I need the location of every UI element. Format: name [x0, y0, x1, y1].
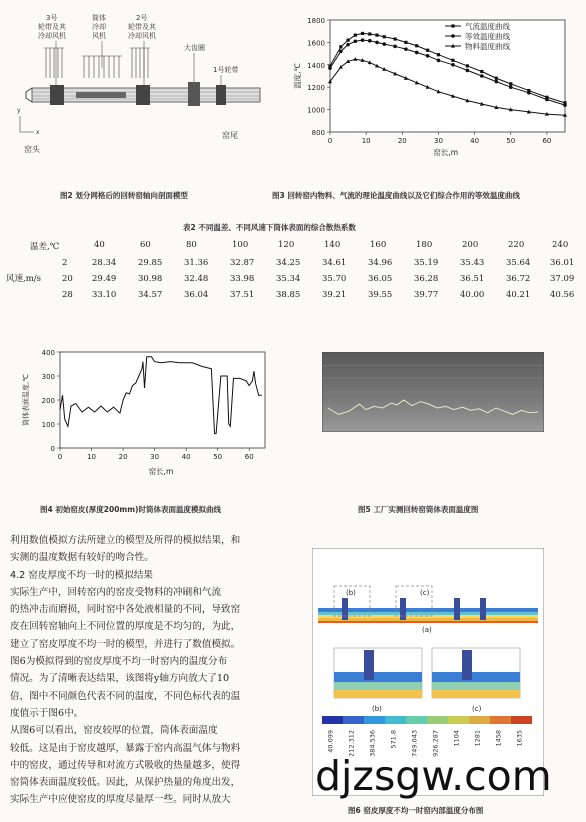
y-tick-label: 1000 — [307, 106, 325, 115]
y-tick-label: 300 — [41, 373, 55, 381]
x-axis-label: 窑长,m — [148, 467, 174, 476]
data-point — [426, 54, 430, 58]
body-line: 中的窑皮，通过传导和对流方式吸收的热量越多，使得 — [10, 759, 241, 771]
body-line: 倍，图中不同颜色代表不同的温度，不同色标代表的温 — [10, 690, 241, 702]
data-point — [466, 69, 470, 73]
label-b: (b) — [346, 589, 356, 597]
plot-area — [330, 20, 565, 132]
x-tick-label: 60 — [244, 453, 254, 461]
kiln-hot — [318, 621, 538, 623]
colorbar-label: 212.312 — [347, 730, 356, 757]
table-cell: 34.61 — [322, 258, 347, 268]
header-temp-diff: 温差,℃ — [30, 242, 60, 252]
table-cell: 36.51 — [460, 274, 485, 284]
table2-title: 表2 不同温差、不同风速下筒体表面的综合散热系数 — [183, 223, 356, 232]
table-cell: 35.64 — [506, 258, 531, 268]
x-tick-label: 60 — [542, 137, 552, 145]
x-tick-label: 30 — [434, 137, 443, 145]
table-cell: 35.70 — [322, 274, 347, 284]
body-line: 情况。为了清晰表达结果，该图将y轴方向放大了10 — [10, 673, 230, 685]
table-cell: 34.57 — [138, 290, 163, 300]
data-point — [368, 39, 372, 43]
kiln-section-diagram — [16, 8, 266, 173]
table-cell: 40.56 — [550, 290, 575, 300]
watermark: djzsgw.com — [315, 752, 552, 800]
kiln-mid — [318, 612, 538, 615]
colorbar-label: 749.043 — [410, 730, 419, 757]
support-2 — [454, 598, 460, 620]
table-cell: 28.34 — [92, 258, 117, 268]
zoom-panel-c-support — [462, 650, 472, 680]
colorbar-label: 926.287 — [431, 730, 440, 757]
x-tick-label: 50 — [213, 453, 223, 461]
table-cell: 29.49 — [92, 274, 117, 284]
col-header-220: 220 — [508, 240, 525, 250]
table-cell: 39.21 — [322, 290, 347, 300]
colorbar-swatch — [385, 716, 406, 724]
colorbar-swatch — [343, 716, 364, 724]
x-tick-label: 0 — [327, 137, 333, 145]
data-point — [346, 39, 349, 42]
zoom-panel-c-layer1 — [432, 672, 520, 682]
table-cell: 37.09 — [550, 274, 575, 284]
data-point — [354, 34, 357, 37]
y-tick-label: 1600 — [307, 39, 325, 48]
col-header-140: 140 — [324, 240, 341, 250]
data-point — [346, 43, 350, 47]
colorbar-swatch — [364, 716, 385, 724]
header-wind-speed: 风速,m/s — [6, 274, 41, 284]
legend-label: 物料温度曲线 — [465, 42, 510, 51]
colorbar-label: 1635 — [515, 730, 524, 747]
y-tick-label: 400 — [41, 349, 55, 357]
section-heading: 4.2 窑皮厚度不均一时的模拟结果 — [10, 569, 154, 581]
label-no3: 3号 — [46, 14, 58, 22]
body-line: 度值示于图6中。 — [10, 707, 84, 719]
speed-cell: 2 — [62, 258, 68, 268]
support-0 — [342, 598, 348, 620]
label-cyl1: 筒体 — [92, 14, 106, 22]
table-cell: 35.19 — [414, 258, 439, 268]
data-point — [415, 44, 418, 47]
colorbar-swatch — [490, 716, 511, 724]
y-tick-label: 1800 — [307, 17, 325, 25]
caption-fig6: 图6 窑皮厚度不均一时窑内部温度分布图 — [348, 806, 484, 815]
table-cell: 36.01 — [550, 258, 575, 268]
x-axis-label: 窑长,m — [433, 148, 459, 157]
y-tick-label: 0 — [50, 445, 55, 453]
x-tick-label: 10 — [87, 453, 96, 461]
col-header-120: 120 — [278, 240, 295, 250]
speed-cell: 20 — [62, 274, 73, 284]
label-c: (c) — [420, 589, 430, 597]
data-point — [375, 41, 379, 45]
caption-fig2: 图2 划分网格后的回转窑轴向剖面模型 — [60, 191, 188, 200]
x-tick-label: 10 — [361, 137, 371, 145]
col-header-100: 100 — [232, 240, 249, 250]
figure-5 — [322, 352, 544, 432]
data-point — [480, 70, 483, 73]
table-cell: 30.98 — [138, 274, 163, 284]
axis-y-label: y — [17, 107, 21, 114]
body-line: 从图6可以看出，窑皮较厚的位置，筒体表面温度 — [10, 725, 218, 737]
figure-2 — [16, 8, 266, 173]
colorbar-swatch — [448, 716, 469, 724]
data-point — [382, 42, 386, 46]
label-wheel2a: 轮带及其 — [128, 23, 156, 31]
zoom-panel-c-layer3 — [432, 690, 520, 698]
y-axis-label: 筒体表面温度,℃ — [22, 373, 30, 427]
label-kiln-tail: 窑尾 — [222, 131, 238, 140]
surface-temperature-chart — [12, 330, 282, 490]
zoom-panel-b-layer1 — [334, 672, 422, 682]
y-tick-label: 800 — [311, 129, 325, 137]
table-cell: 35.34 — [276, 274, 301, 284]
label-cyl3: 风机 — [92, 32, 106, 40]
x-tick-label: 30 — [150, 453, 160, 461]
body-line: 窑筒体表面温度较低。因此，从保护热量的角度出发， — [10, 777, 241, 789]
col-header-80: 80 — [186, 240, 197, 250]
label-no2: 2号 — [136, 14, 148, 22]
label-a: (a) — [422, 626, 432, 634]
col-header-240: 240 — [552, 240, 569, 250]
y-tick-label: 200 — [41, 397, 55, 405]
body-line: 皮在回转窑轴向上不同位置的厚度是不均匀的，为此， — [10, 621, 241, 633]
infrared-measurement-chart — [322, 352, 544, 432]
table-cell: 32.87 — [230, 258, 255, 268]
x-tick-label: 0 — [57, 453, 63, 461]
table-2 — [0, 240, 586, 310]
colorbar-label: 384.536 — [368, 730, 377, 757]
data-point — [354, 39, 358, 43]
data-point — [361, 32, 364, 35]
label-c2: (c) — [472, 705, 482, 713]
x-tick-label: 50 — [506, 137, 516, 145]
speed-cell: 28 — [62, 290, 73, 300]
col-header-200: 200 — [462, 240, 479, 250]
table-cell: 36.05 — [368, 274, 393, 284]
colorbar-swatch — [469, 716, 490, 724]
data-point — [339, 50, 343, 54]
y-axis-label: 温度,℃ — [293, 63, 302, 89]
temperature-curve-chart — [280, 6, 580, 176]
table-cell: 39.55 — [368, 290, 393, 300]
data-point — [451, 63, 455, 67]
body-line: 较低。这是由于窑皮越厚，暴露于窑内高温气体与物料 — [10, 742, 241, 754]
caption-fig4: 图4 初始窑皮(厚度200mm)时筒体表面温度模拟曲线 — [40, 505, 221, 514]
table-cell: 37.51 — [230, 290, 255, 300]
body-text — [10, 532, 285, 809]
colorbar-label: 1458 — [494, 730, 503, 747]
legend-label: 等效温度曲线 — [465, 32, 510, 41]
colorbar-label: 1281 — [473, 730, 482, 747]
y-tick-label: 1400 — [307, 61, 325, 70]
data-point — [495, 80, 499, 84]
colorbar-label: 1104 — [452, 730, 461, 747]
data-point — [509, 85, 513, 89]
data-point — [368, 32, 371, 35]
label-gear: 大齿圈 — [184, 44, 205, 52]
zoom-panel-c-layer2 — [432, 682, 520, 690]
x-tick-label: 20 — [397, 137, 407, 145]
legend-marker — [451, 34, 455, 38]
data-point — [328, 66, 332, 70]
data-point — [393, 45, 397, 49]
body-line: 建立了窑皮厚度不均一时的模型，并进行了数值模拟。 — [10, 638, 241, 650]
col-header-160: 160 — [370, 240, 387, 250]
table-cell: 29.85 — [138, 258, 163, 268]
plot-area — [60, 352, 265, 448]
table-row — [0, 290, 586, 304]
figure-3 — [280, 6, 580, 176]
zoom-panel-b-support — [364, 650, 374, 680]
legend-label: 气流温度曲线 — [465, 22, 510, 31]
data-point — [339, 45, 342, 48]
label-cyl2: 冷却 — [92, 23, 106, 31]
data-point — [426, 49, 429, 52]
colorbar-swatch — [511, 716, 532, 724]
table-cell: 38.85 — [276, 290, 301, 300]
kiln-inner — [318, 608, 538, 612]
data-point — [480, 74, 484, 78]
colorbar-swatch — [406, 716, 427, 724]
table-cell: 31.36 — [184, 258, 209, 268]
colorbar-swatch — [427, 716, 448, 724]
table-cell: 34.96 — [368, 258, 393, 268]
colorbar-label: 571.8 — [389, 730, 398, 749]
col-header-180: 180 — [416, 240, 433, 250]
data-point — [451, 59, 454, 62]
figure-4 — [12, 330, 282, 490]
data-point — [375, 34, 378, 37]
x-tick-label: 20 — [118, 453, 128, 461]
table-row — [0, 274, 586, 288]
body-line: 实际生产中应使窑皮的厚度尽量厚一些。同时从放大 — [10, 794, 231, 806]
data-point — [527, 91, 531, 95]
body-line: 的热冲击而磨损，同时窑中各处液相量的不同，导致窑 — [10, 604, 241, 616]
colorbar-swatch — [322, 716, 343, 724]
data-point — [437, 59, 441, 63]
caption-fig3: 图3 回转窑内物料、气流的理论温度曲线以及它们综合作用的等效温度曲线 — [272, 191, 520, 200]
data-point — [404, 47, 408, 51]
data-point — [404, 41, 407, 44]
table-cell: 39.77 — [414, 290, 439, 300]
zoom-panel-b-layer2 — [334, 682, 422, 690]
body-line: 实测的温度数据有较好的吻合性。 — [10, 552, 154, 564]
col-header-40: 40 — [94, 240, 105, 250]
label-wheel3b: 冷却风机 — [38, 32, 66, 40]
legend-marker — [451, 24, 454, 27]
table-cell: 36.72 — [506, 274, 531, 284]
axis-x-label: x — [36, 129, 40, 136]
label-wheel2b: 冷却风机 — [128, 32, 156, 40]
data-point — [466, 64, 469, 67]
body-line: 利用数值模拟方法所建立的模型及所得的模拟结果，和 — [10, 535, 241, 546]
label-kiln-head: 窑头 — [24, 145, 40, 154]
data-point — [545, 98, 549, 102]
label-wheel1: 1号轮带 — [213, 66, 239, 74]
data-point — [509, 82, 512, 85]
table-cell: 36.04 — [184, 290, 209, 300]
label-b2: (b) — [372, 705, 382, 713]
data-point — [415, 51, 419, 55]
table-cell: 33.10 — [92, 290, 117, 300]
data-point — [437, 53, 440, 56]
table-cell: 34.25 — [276, 258, 301, 268]
data-point — [563, 103, 567, 107]
col-header-60: 60 — [140, 240, 151, 250]
table-row — [0, 258, 586, 272]
table-header-row — [0, 240, 586, 254]
table-cell: 40.21 — [506, 290, 531, 300]
caption-fig5: 图5 工厂实测回转窑筒体表面温度图 — [358, 505, 479, 514]
table-cell: 40.00 — [460, 290, 485, 300]
table-cell: 35.43 — [460, 258, 485, 268]
y-tick-label: 100 — [41, 421, 55, 429]
zoom-panel-b-layer3 — [334, 690, 422, 698]
x-tick-label: 40 — [470, 137, 480, 145]
support-3 — [480, 598, 486, 620]
table-cell: 32.48 — [184, 274, 209, 284]
body-line: 图6为模拟得到的窑皮厚度不均一时窑内的温度分布 — [10, 656, 228, 668]
data-point — [383, 35, 386, 38]
data-point — [393, 37, 396, 40]
colorbar-label: 40.099 — [326, 730, 335, 753]
body-line: 实际生产中，回转窑内的窑皮受物料的冲刷和气流 — [10, 586, 222, 598]
support-1 — [400, 598, 406, 620]
table-cell: 33.98 — [230, 274, 255, 284]
data-point — [361, 38, 365, 42]
table-cell: 36.28 — [414, 274, 439, 284]
y-tick-label: 1200 — [307, 84, 325, 93]
data-point — [495, 77, 498, 80]
label-wheel3a: 轮带及其 — [38, 23, 66, 31]
x-tick-label: 40 — [181, 453, 191, 461]
